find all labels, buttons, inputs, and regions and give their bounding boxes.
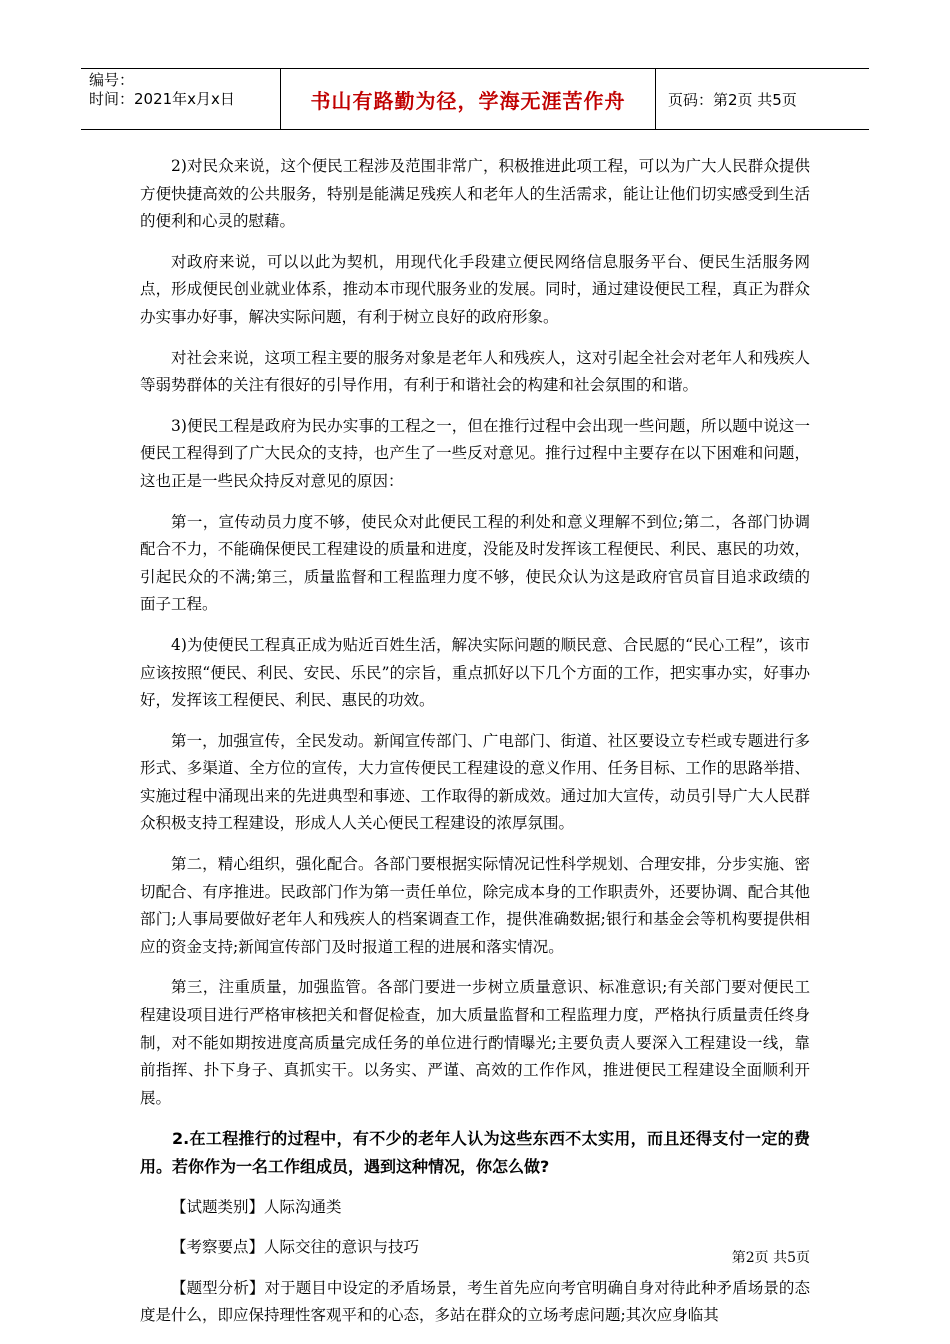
header-motto: 书山有路勤为径，学海无涯苦作舟 [281,69,656,129]
document-body [140,153,810,1343]
document-number: 编号： [89,71,135,89]
paragraph: 第一，加强宣传，全民发动。新闻宣传部门、广电部门、街道、社区要设立专栏或专题进行多形式、多渠道、全方位的宣传，大力宣传便民工程建设的意义作用、任务目标、工作的思路举措、实施过程中涌现出来的先进典型和事迹、工作取得的新成效。通过加大宣传，动员引导广大人民群众积极支持工程建设，形成人人关心便民工程建设的浓厚氛围。 [140,731,810,833]
question-focus: 【考察要点】人际交往的意识与技巧 [171,1238,420,1257]
paragraph: 4)为使便民工程真正成为贴近百姓生活，解决实际问题的顺民意、合民愿的“民心工程”，该市应该按照“便民、利民、安民、乐民”的宗旨，重点抓好以下几个方面的工作，把实事办实，好事办好，发挥该工程便民、利民、惠民的功效。 [140,635,810,710]
question-category: 【试题类别】人际沟通类 [171,1197,342,1216]
question-heading: 2.在工程推行的过程中，有不少的老年人认为这些东西不太实用，而且还得支付一定的费用。若你作为一名工作组成员，遇到这种情况，你怎么做? [140,1129,810,1176]
paragraph: 第三，注重质量，加强监管。各部门要进一步树立质量意识、标准意识;有关部门要对便民工程建设项目进行严格审核把关和督促检查，加大质量监督和工程监理力度，严格执行质量责任终身制，对不能如期按进度高质量完成任务的单位进行酌情曝光;主要负责人要深入工程建设一线，靠前指挥、扑下身子、真抓实干。以务实、严谨、高效的工作作风，推进便民工程建设全面顺利开展。 [140,978,810,1107]
page-footer: 第2页 共5页 [731,1250,810,1266]
paragraph: 2)对民众来说，这个便民工程涉及范围非常广，积极推进此项工程，可以为广大人民群众提供方便快捷高效的公共服务，特别是能满足残疾人和老年人的生活需求，能让让他们切实感受到生活的便利和心灵的慰藉。 [140,157,810,231]
page-header [81,68,869,130]
paragraph: 第二，精心组织，强化配合。各部门要根据实际情况记性科学规划、合理安排，分步实施、密切配合、有序推进。民政部门作为第一责任单位，除完成本身的工作职责外，还要协调、配合其他部门;人事局要做好老年人和残疾人的档案调查工作，提供准确数据;银行和基金会等机构要提供相应的资金支持;新闻宣传部门及时报道工程的进展和落实情况。 [140,855,810,956]
paragraph: 第一，宣传动员力度不够，使民众对此便民工程的利处和意义理解不到位;第二，各部门协调配合不力，不能确保便民工程建设的质量和进度，没能及时发挥该工程便民、利民、惠民的功效，引起民众的不满;第三，质量监督和工程监理力度不够，使民众认为这是政府官员盲目追求政绩的面子工程。 [140,512,810,614]
header-info [81,69,281,129]
question-analysis: 【题型分析】对于题目中设定的矛盾场景，考生首先应向考官明确自身对待此种矛盾场景的态度是什么，即应保持理性客观平和的心态，多站在群众的立场考虑问题;其次应身临其 [140,1278,810,1325]
paragraph: 对政府来说，可以以此为契机，用现代化手段建立便民网络信息服务平台、便民生活服务网点，形成便民创业就业体系，推动本市现代服务业的发展。同时，通过建设便民工程，真正为群众办实事办好事，解决实际问题，有利于树立良好的政府形象。 [140,252,810,326]
document-date: 时间：2021年x月x日 [89,90,235,108]
paragraph: 3)便民工程是政府为民办实事的工程之一，但在推行过程中会出现一些问题，所以题中说这一便民工程得到了广大民众的支持，也产生了一些反对意见。推行过程中主要存在以下困难和问题，这也正是一些民众持反对意见的原因： [140,416,810,490]
paragraph: 对社会来说，这项工程主要的服务对象是老年人和残疾人，这对引起全社会对老年人和残疾人等弱势群体的关注有很好的引导作用，有利于和谐社会的构建和社会氛围的和谐。 [140,348,810,395]
header-page-number: 页码：第2页 共5页 [668,90,797,109]
